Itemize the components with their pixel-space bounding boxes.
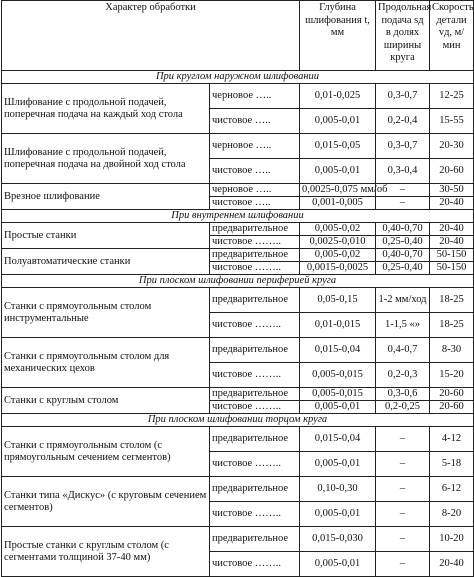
mode-cell: чистовое ….. bbox=[210, 197, 300, 210]
mode-cell: предварительное bbox=[210, 527, 300, 552]
operation-cell: Станки с прямоугольным столом для механических цехов bbox=[2, 338, 210, 388]
mode-cell: черновое ….. bbox=[210, 184, 300, 197]
feed-cell: 0,4-0,7 bbox=[376, 338, 430, 363]
mode-cell: чистовое …….. bbox=[210, 363, 300, 388]
table-row bbox=[2, 184, 474, 197]
operation-cell: Простые станки с круглым столом (с сегментами толщиной 37-40 мм) bbox=[2, 527, 210, 577]
depth-cell: 0,005-0,01 bbox=[300, 452, 376, 477]
table-row bbox=[2, 84, 474, 109]
depth-cell: 0,005-0,01 bbox=[300, 401, 376, 414]
operation-cell: Простые станки bbox=[2, 223, 210, 249]
speed-cell: 20-60 bbox=[430, 159, 474, 184]
table-row bbox=[2, 477, 474, 502]
table-row bbox=[2, 223, 474, 236]
depth-cell: 0,0025-0,010 bbox=[300, 236, 376, 249]
mode-cell: предварительное bbox=[210, 338, 300, 363]
feed-cell: 0,2-0,4 bbox=[376, 109, 430, 134]
feed-cell: 1-2 мм/ход bbox=[376, 288, 430, 313]
section-title: При плоском шлифовании торцом круга bbox=[2, 414, 474, 427]
mode-cell: черновое ….. bbox=[210, 84, 300, 109]
speed-cell: 20-60 bbox=[430, 388, 474, 401]
feed-cell: 0,25-0,40 bbox=[376, 262, 430, 275]
section-header-row bbox=[2, 414, 474, 427]
feed-cell: – bbox=[376, 527, 430, 552]
depth-cell: 0,005-0,015 bbox=[300, 363, 376, 388]
operation-cell: Станки с прямоугольным столом инструментальные bbox=[2, 288, 210, 338]
table-row bbox=[2, 134, 474, 159]
section-header-row bbox=[2, 275, 474, 288]
operation-cell: Шлифование с продольной подачей, поперечная подача на двойной ход стола bbox=[2, 134, 210, 184]
depth-cell: 0,0015-0,0025 bbox=[300, 262, 376, 275]
depth-cell: 0,05-0,15 bbox=[300, 288, 376, 313]
mode-cell: чистовое …….. bbox=[210, 452, 300, 477]
table-row bbox=[2, 427, 474, 452]
grinding-modes-table bbox=[1, 0, 474, 577]
speed-cell: 5-18 bbox=[430, 452, 474, 477]
speed-cell: 20-40 bbox=[430, 223, 474, 236]
feed-cell: 0,3-0,7 bbox=[376, 134, 430, 159]
table-row bbox=[2, 527, 474, 552]
speed-cell: 30-50 bbox=[430, 184, 474, 197]
mode-cell: предварительное bbox=[210, 388, 300, 401]
table-row bbox=[2, 288, 474, 313]
speed-cell: 50-150 bbox=[430, 262, 474, 275]
speed-cell: 8-20 bbox=[430, 502, 474, 527]
depth-cell: 0,10-0,30 bbox=[300, 477, 376, 502]
feed-cell: 0,3-0,4 bbox=[376, 159, 430, 184]
feed-cell: – bbox=[376, 502, 430, 527]
operation-cell: Станки с прямоугольным столом (с прямоугольным сечением сегментов) bbox=[2, 427, 210, 477]
speed-cell: 18-25 bbox=[430, 288, 474, 313]
header-depth: Глубина шлифования t, мм bbox=[300, 1, 376, 71]
mode-cell: чистовое …….. bbox=[210, 236, 300, 249]
section-title: При внутреннем шлифовании bbox=[2, 210, 474, 223]
table-row bbox=[2, 338, 474, 363]
mode-cell: чистовое ….. bbox=[210, 109, 300, 134]
section-title: При круглом наружном шлифовании bbox=[2, 71, 474, 84]
mode-cell: предварительное bbox=[210, 223, 300, 236]
depth-cell: 0,005-0,01 bbox=[300, 109, 376, 134]
feed-cell: 0,2-0,25 bbox=[376, 401, 430, 414]
speed-cell: 20-40 bbox=[430, 236, 474, 249]
depth-cell: 0,005-0,01 bbox=[300, 502, 376, 527]
mode-cell: предварительное bbox=[210, 288, 300, 313]
operation-cell: Станки типа «Дискус» (с круговым сечением сегментов) bbox=[2, 477, 210, 527]
speed-cell: 15-20 bbox=[430, 363, 474, 388]
feed-cell: 0,3-0,6 bbox=[376, 388, 430, 401]
feed-cell: – bbox=[376, 477, 430, 502]
feed-cell: – bbox=[376, 452, 430, 477]
mode-cell: чистовое …….. bbox=[210, 313, 300, 338]
mode-cell: предварительное bbox=[210, 427, 300, 452]
table-row bbox=[2, 249, 474, 262]
depth-cell: 0,015-0,04 bbox=[300, 338, 376, 363]
table-row bbox=[2, 388, 474, 401]
feed-cell: – bbox=[376, 427, 430, 452]
mode-cell: предварительное bbox=[210, 477, 300, 502]
mode-cell: чистовое …….. bbox=[210, 401, 300, 414]
depth-cell: 0,005-0,01 bbox=[300, 159, 376, 184]
depth-cell: 0,005-0,02 bbox=[300, 249, 376, 262]
speed-cell: 20-60 bbox=[430, 401, 474, 414]
speed-cell: 15-55 bbox=[430, 109, 474, 134]
speed-cell: 4-12 bbox=[430, 427, 474, 452]
speed-cell: 20-40 bbox=[430, 197, 474, 210]
header-feed: Продольная подача sд в долях ширины круга bbox=[376, 1, 430, 71]
mode-cell: чистовое …….. bbox=[210, 552, 300, 577]
speed-cell: 50-150 bbox=[430, 249, 474, 262]
mode-cell: черновое ….. bbox=[210, 134, 300, 159]
speed-cell: 8-30 bbox=[430, 338, 474, 363]
table-body bbox=[2, 71, 474, 577]
depth-cell: 0,01-0,025 bbox=[300, 84, 376, 109]
depth-cell: 0,001-0,005 bbox=[300, 197, 376, 210]
depth-cell: 0,01-0,015 bbox=[300, 313, 376, 338]
depth-cell: 0,015-0,030 bbox=[300, 527, 376, 552]
speed-cell: 20-40 bbox=[430, 552, 474, 577]
depth-cell: 0,0025-0,075 мм/об bbox=[300, 184, 376, 197]
feed-cell: 0,40-0,70 bbox=[376, 249, 430, 262]
operation-cell: Полуавтоматические станки bbox=[2, 249, 210, 275]
speed-cell: 12-25 bbox=[430, 84, 474, 109]
section-header-row bbox=[2, 210, 474, 223]
feed-cell: 1-1,5 «» bbox=[376, 313, 430, 338]
depth-cell: 0,005-0,015 bbox=[300, 388, 376, 401]
mode-cell: чистовое ….. bbox=[210, 159, 300, 184]
mode-cell: чистовое …….. bbox=[210, 262, 300, 275]
speed-cell: 10-20 bbox=[430, 527, 474, 552]
operation-cell: Шлифование с продольной подачей, поперечная подача на каждый ход стола bbox=[2, 84, 210, 134]
header-speed: Скорость детали vд, м/мин bbox=[430, 1, 474, 71]
feed-cell: – bbox=[376, 197, 430, 210]
depth-cell: 0,005-0,01 bbox=[300, 552, 376, 577]
operation-cell: Врезное шлифование bbox=[2, 184, 210, 210]
operation-cell: Станки с круглым столом bbox=[2, 388, 210, 414]
depth-cell: 0,005-0,02 bbox=[300, 223, 376, 236]
speed-cell: 18-25 bbox=[430, 313, 474, 338]
section-header-row bbox=[2, 71, 474, 84]
feed-cell: 0,3-0,7 bbox=[376, 84, 430, 109]
mode-cell: предварительное bbox=[210, 249, 300, 262]
grinding-modes-table-page bbox=[1, 0, 473, 577]
header-operation: Характер обработки bbox=[2, 1, 300, 71]
speed-cell: 20-30 bbox=[430, 134, 474, 159]
depth-cell: 0,015-0,04 bbox=[300, 427, 376, 452]
mode-cell: чистовое …….. bbox=[210, 502, 300, 527]
feed-cell: – bbox=[376, 552, 430, 577]
section-title: При плоском шлифовании периферией круга bbox=[2, 275, 474, 288]
feed-cell: 0,40-0,70 bbox=[376, 223, 430, 236]
feed-cell: 0,2-0,3 bbox=[376, 363, 430, 388]
feed-cell: – bbox=[376, 184, 430, 197]
depth-cell: 0,015-0,05 bbox=[300, 134, 376, 159]
feed-cell: 0,25-0,40 bbox=[376, 236, 430, 249]
speed-cell: 6-12 bbox=[430, 477, 474, 502]
